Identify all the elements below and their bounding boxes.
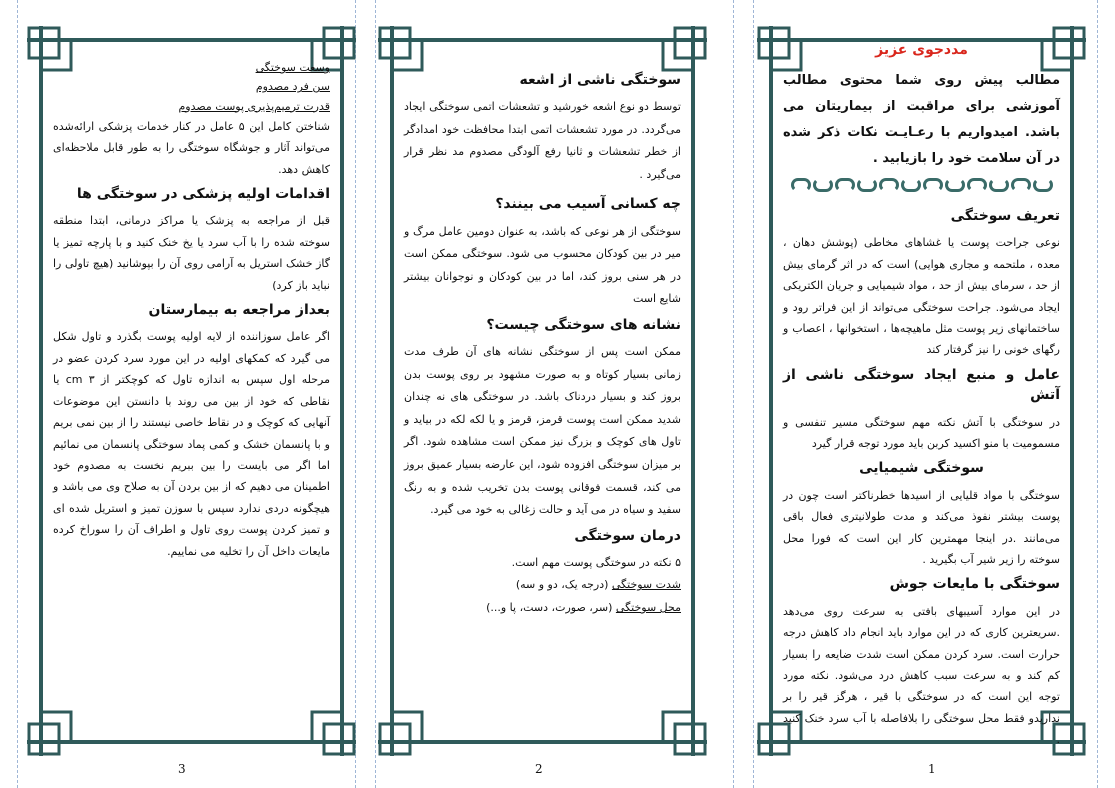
corner-ornament (657, 706, 707, 756)
page-3-content (53, 58, 330, 562)
section-body: در این موارد آسیبهای بافتی به سرعت روی می‌دهد .سریعترین کاری که در این موارد باید انجام داد کاهش درجه حرارت است. سرد کردن ممکن است شدت ضایعه را بسیار کم کند و به سرعت سبب کاهش درد می‌شود. نکته مورد توجه این است که در سوختگی با قیر ، هرگز قیر را بر نداریدو فقط محل سوختگی را بلافاصله با آب سرد خنک کنید . (783, 604, 1060, 747)
section-heading: تعریف سوختگی (950, 208, 1060, 224)
corner-ornament (27, 706, 77, 756)
section-heading: سوختگی با مایعات جوش (889, 576, 1060, 593)
treatment-item-label: شدت سوختگی (611, 578, 681, 592)
section-heading: چه کسانی آسیب می بینند؟ (495, 196, 681, 213)
fold-guide (753, 0, 754, 788)
treatment-item-detail: (درجه یک، دو و سه) (515, 578, 612, 592)
section-heading: بعداز مراجعه به بیمارستان (148, 302, 330, 319)
page-1-content (783, 42, 1060, 751)
corner-ornament (306, 706, 356, 756)
treatment-item-label: محل سوختگی (615, 601, 681, 615)
page-number: 2 (535, 762, 543, 776)
section-heading: درمان سوختگی (574, 527, 681, 544)
page-3-panel (27, 26, 356, 756)
page-number: 3 (178, 762, 186, 776)
factor-item: قدرت ترمیم‌پذیری پوست مصدوم (178, 99, 330, 113)
section-heading: عامل و منبع ایجاد سوختگی ناشی از آتش (783, 366, 1060, 404)
section-body: توسط دو نوع اشعه خورشید و تشعشات اتمی سوختگی ایجاد می‌گردد. در مورد تشعشات اتمی ابتدا محافظت خود امدادگر از خطر تشعشات و ثانیا رفع آلودگی مصدوم مد نظر قرار می‌گیرد . (404, 100, 681, 181)
section-body: قبل از مراجعه به پزشک یا مراکز درمانی، ابتدا منطقه سوخته شده را با آب سرد یا یخ خنک کنید و با پارچه تمیز یا گاز خشک استریل به آرامی روی آن را بپوشانید (هیچ تاولی را نباید باز کرد) (53, 214, 330, 292)
page-number: 1 (928, 762, 936, 776)
section-body: سوختگی با مواد قلیایی از اسیدها خطرناکتر است چون در پوست بیشتر نفوذ می‌کند و مدت طولانیتری فعال باقی می‌مانند .در اینجا مهمترین کار این است که فورا محل سوخته را زیر شیر آب بگیرید . (783, 488, 1060, 566)
wave-ornament (783, 178, 1060, 192)
section-heading: نشانه های سوختگی چیست؟ (486, 316, 681, 333)
section-body: ۵ نکته در سوختگی پوست مهم است. (511, 555, 681, 569)
page-2-panel (378, 26, 707, 756)
section-body: ممکن است پس از سوختگی نشانه های آن طرف مدت زمانی بسیار کوتاه و به صورت مشهود بر روی پوست بدن بروز کند و بسیار دردناک باشد. در سوختگی های نه چندان شدید ممکن است پوست قرمز، قرمز و یا لکه لکه در بیاید و تاول های کوچک و بزرگ نیز ممکن است مشاهده شود. اگر بر میزان سوختگی افزوده شود، این عارضه بسیار عمیق بروز می کند، قسمت فوقانی پوست بدن تخریب شده و به رنگ سفید و سیاه در می آید و حالت زغالی به خود می گیرد. (404, 345, 681, 517)
section-heading: سوختگی ناشی از اشعه (519, 72, 681, 88)
page-title: مددجوی عزیز (875, 42, 968, 58)
fold-guide (1097, 0, 1098, 788)
factor-item: وسعت سوختگی (255, 61, 330, 74)
factor-item: سن فرد مصدوم (255, 80, 330, 94)
lead-paragraph: شناختن کامل این ۵ عامل در کنار خدمات پزشکی ارائه‌شده می‌تواند آثار و جوشگاه سوختگی را به طور قابل ملاحظه‌ای کاهش دهد. (53, 119, 330, 176)
section-heading: سوختگی شیمیایی (859, 460, 984, 477)
section-body: سوختگی از هر نوعی که باشد، به عنوان دومین عامل مرگ و میر در بین کودکان محسوب می شود. سوختگی ممکن است در هر سنی بروز کند، اما در بین کودکان و نوجوانان بیشتر شایع است (404, 224, 681, 306)
treatment-item (404, 597, 681, 620)
section-body: نوعی جراحت پوست یا غشاهای مخاطی (پوشش دهان ، معده ، ملتحمه و مجاری هوایی) است که در اثر گرمای بیش از حد ، سرمای بیش از حد ، مواد شیمیایی و جریان الکتریکی ایجاد می‌شود. جراحت سوختگی می‌تواند از این فراتر رود و ساختمانهای زیر پوست مثل ماهیچه‌ها ، استخوانها ، اعصاب و رگهای خونی را نیز گرفتار کند (783, 236, 1060, 357)
fold-guide (733, 0, 734, 788)
page-2-content (404, 66, 681, 620)
section-heading: اقدامات اولیه پزشکی در سوختگی ها (76, 186, 330, 203)
page-1-panel (757, 26, 1086, 756)
section-body: اگر عامل سوزاننده از لایه اولیه پوست بگذرد و تاول شکل می گیرد که کمکهای اولیه در این مورد سرد کردن عضو در مرحله اول سپس به اندازه تاول که کوچکتر از ۳ cm یا نقاطی که خود از بین می روند با دانستن این موضوعات آنهایی که کوچک و در نقاط خاصی نیستند را از بین نمی بریم و با پانسمان خشک و کمی پماد سوختگی پانسمان می نمائیم اما اگر می بایست را بین ببریم نخست به مصدوم خود اطمینان می دهیم که از بین بردن آن به صلاح وی می باشد و هیچگونه دردی ندارد سپس با سوزن تمیز و استریل شده ای و تمیز کردن پوست روی تاول و اطراف آن را سوراخ کرده مایعات داخل آن را تخلیه می نماییم. (53, 330, 331, 558)
corner-ornament (378, 706, 428, 756)
fold-guide (375, 0, 376, 788)
intro-paragraph: مطالب پیش روی شما محتوی مطالب آموزشی برای مراقبت از بیماریتان می باشد. امیدواریم با رعـایـت نکات ذکر شده در آن سلامت خود را بازیابید . (783, 73, 1060, 166)
fold-guide (17, 0, 18, 788)
section-body: در سوختگی با آتش نکته مهم سوختگی مسیر تنفسی و مسمومیت با منو اکسید کربن باید مورد توجه قرار گیرد (783, 415, 1060, 450)
treatment-item (404, 574, 681, 597)
treatment-item-detail: (سر، صورت، دست، پا و...) (486, 601, 616, 615)
